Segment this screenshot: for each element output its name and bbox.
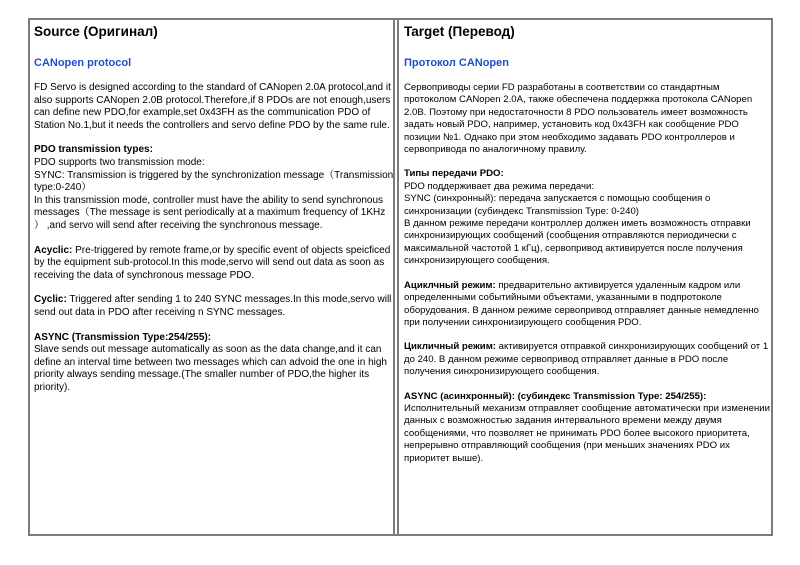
target-cyclic-body: активируется отправкой синхронизирующих сообщений от 1 до 240. В данном режиме сервопривод отправляет данные в PDO после получения синхронизирующего сообщения. [404,341,769,378]
source-pdo-types-body: PDO supports two transmission mode: SYNC: Transmission is triggered by the synchronization message（Transmission type:0-240） In this transmission mode, controller must have the ability to send synchronous messages（The message is sent periodically at a maximum frequency of 1KHz ） ,and servo will send after receiving the synchronous message. [34,156,394,231]
source-acyclic-label: Acyclic: [34,244,73,256]
source-cyclic [34,294,395,319]
target-cyclic-label: Цикличный режим: [404,341,496,353]
target-async-label: ASYNC (асинхронный): (субиндекс Transmission Type: 254/255): [404,390,707,402]
source-acyclic-body: Pre-triggered by remote frame,or by specific event of objects speicficed by the equipment sub-protocol.In this mode,servo will send out data as soon as receiving the data of synchronous message PDO. [34,244,391,281]
target-async-body: Исполнительный механизм отправляет сообщение автоматически при изменении данных с возможностью задания интервального времени между двумя сообщениями, что позволяет не принимать PDO более высокого приоритета, непрерывно отправляющий сообщения (при меньших значениях PDO их приоритет выше). [404,402,770,464]
source-intro: FD Servo is designed according to the standard of CANopen 2.0A protocol,and it also supports CANopen 2.0B protocol.Therefore,if 8 PDOs are not enough,users can define new PDO,for example,set 0x43FH as the communication PDO of Station No.1,but it needs the controllers and servo define PDO by the same rule. [34,82,391,131]
target-pdo-types [404,168,773,267]
source-cyclic-label: Cyclic: [34,294,67,306]
target-cyclic [404,341,773,378]
target-pdo-types-body: PDO поддерживает два режима передачи: SYNC (синхронный): передача запускается с помощью сообщения о синхронизации (субиндекс Transmission Type: 0-240) В данном режиме передачи контроллер должен иметь возможность отправки синхронизирующих сообщений (сообщения отправляются периодически с максимальной частотой 1 кГц), сервопривод активируется после получения синхронизирующего сообщения. [404,180,751,267]
target-section-title: Протокол CANopen [404,57,509,69]
source-pdo-types-heading: PDO transmission types: [34,144,153,156]
target-pdo-types-heading: Типы передачи PDO: [404,168,504,180]
source-async-body: Slave sends out message automatically as soon as the data change,and it can define an interval time between two messages which can advoid the one in high priority always sending message.(The smaller number of PDO,the higher its priority). [34,344,387,393]
source-pdo-types [34,144,395,232]
source-section-title: CANopen protocol [34,57,132,69]
target-intro: Сервоприводы серии FD разработаны в соответствии со стандартным протоколом CANopen 2.0A, также обеспечена поддержка протокола CANopen 2.0B. Поэтому при недостаточности 8 PDO пользователь имеет возможность задать новый PDO, например, установить код 0x43FH как сообщение PDO позиции №1. Однако при этом необходимо задавать PDO контроллеров и сервопривода по аналогичному правилу. [404,82,753,156]
target-acyclic-body: предварительно активируется удаленным кадром или определенными событийными объектами, указанными в подпротоколе оборудования. В данном режиме сервопривод отправляет данные немедленно при получении синхронизирующего сообщения PDO. [404,279,759,328]
source-acyclic [34,245,395,283]
source-cyclic-body: Triggered after sending 1 to 240 SYNC messages.In this mode,servo will send out data in PDO after receiving n SYNC messages. [34,294,392,318]
target-acyclic [404,280,773,330]
target-header: Target (Перевод) [404,24,515,39]
target-async [404,391,773,465]
target-acyclic-label: Ациклчный режим: [404,279,496,291]
source-header: Source (Оригинал) [34,24,158,39]
target-column [398,18,773,536]
source-async [34,332,395,395]
source-column [28,18,395,536]
source-async-label: ASYNC (Transmission Type:254/255): [34,331,212,343]
